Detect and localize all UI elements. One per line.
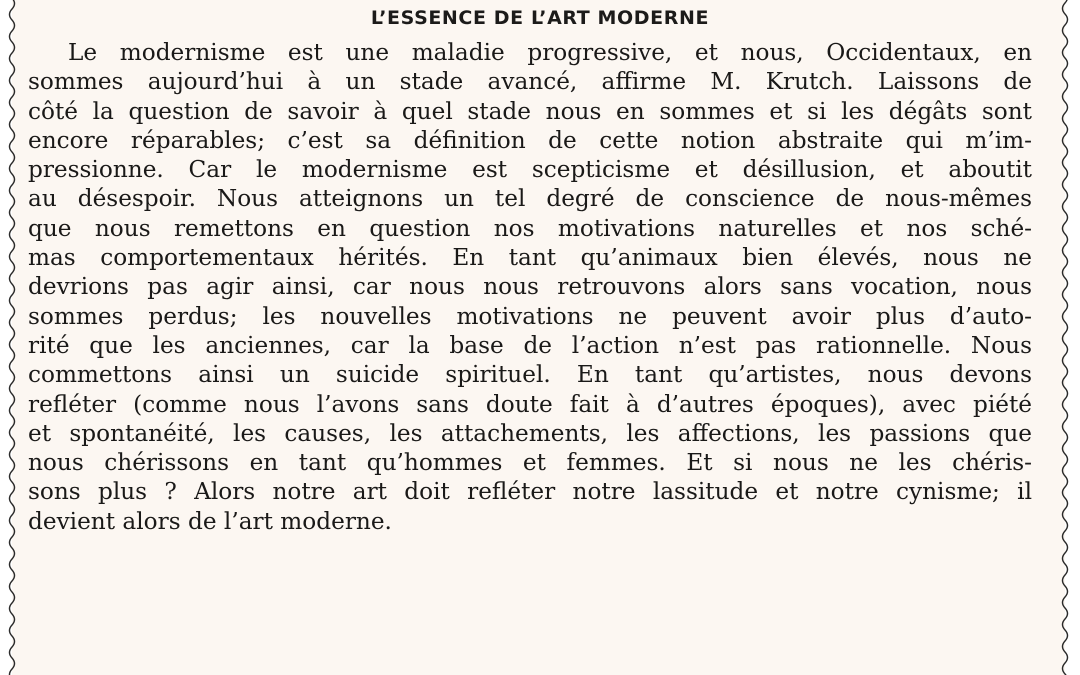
text-line: mas comportementaux hérités. En tant qu’animaux bien élevés, nous ne <box>28 244 1032 272</box>
text-line: sons plus ? Alors notre art doit refléter notre lassitude et notre cynisme; il <box>28 478 1032 506</box>
text-line: côté la question de savoir à quel stade nous en sommes et si les dégâts sont <box>28 97 1032 125</box>
text-line: devrions pas agir ainsi, car nous nous retrouvons alors sans vocation, nous <box>28 273 1032 301</box>
text-line: commettons ainsi un suicide spirituel. En tant qu’artistes, nous devons <box>28 361 1032 389</box>
box-title: L’ESSENCE DE L’ART MODERNE <box>370 7 710 29</box>
text-line: sommes aujourd’hui à un stade avancé, affirme M. Krutch. Laissons de <box>28 68 1032 96</box>
text-line: et spontanéité, les causes, les attachements, les affections, les passions que <box>28 419 1032 447</box>
text-line: Le modernisme est une maladie progressive, et nous, Occidentaux, en <box>68 39 1032 66</box>
wavy-border-left <box>6 0 18 675</box>
text-line: encore réparables; c’est sa définition de cette notion abstraite qui m’im- <box>28 126 1032 154</box>
text-line: que nous remettons en question nos motivations naturelles et nos sché- <box>28 214 1032 242</box>
text-line: rité que les anciennes, car la base de l’action n’est pas rationnelle. Nous <box>28 331 1032 359</box>
text-line: nous chérissons en tant qu’hommes et femmes. Et si nous ne les chéris- <box>28 449 1032 477</box>
text-line: devient alors de l’art moderne. <box>28 507 392 535</box>
text-line: pressionne. Car le modernisme est scepticisme et désillusion, et aboutit <box>28 156 1032 184</box>
box-body-paragraph <box>28 38 1032 536</box>
text-line: au désespoir. Nous atteignons un tel degré de conscience de nous-mêmes <box>28 185 1032 213</box>
text-line: sommes perdus; les nouvelles motivations ne peuvent avoir plus d’auto- <box>28 302 1032 330</box>
text-line: refléter (comme nous l’avons sans doute fait à d’autres époques), avec piété <box>28 390 1032 418</box>
wavy-border-right <box>1059 0 1071 675</box>
